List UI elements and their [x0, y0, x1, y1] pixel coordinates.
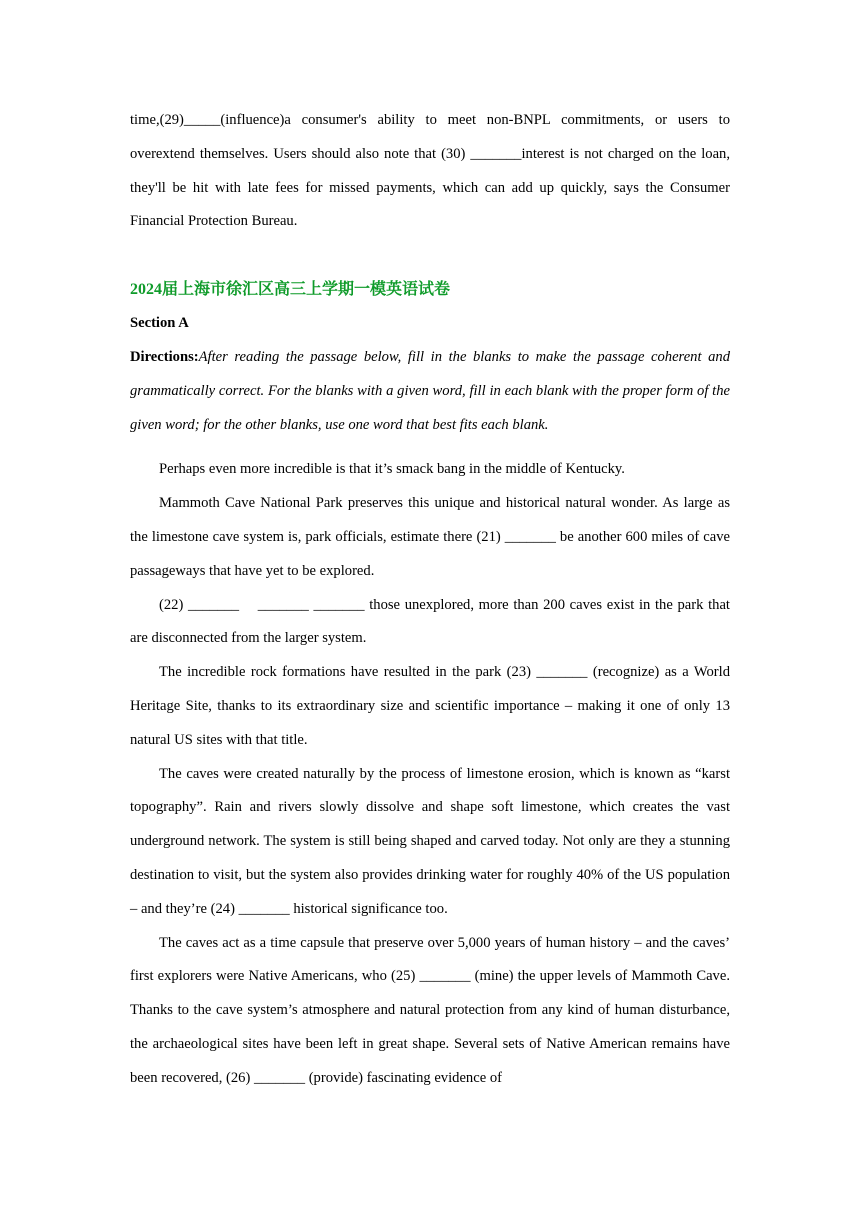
- passage-paragraph-4: The incredible rock formations have resulted in the park (23) _______ (recognize) as a World Heritage Site, thanks to its extraordinary size and scientific importance – making it one of only 13 natural US sites with that title.: [130, 664, 730, 748]
- document-page: [130, 104, 734, 1096]
- directions-paragraph: [130, 341, 730, 442]
- passage-paragraph-5: The caves were created naturally by the process of limestone erosion, which is known as “karst topography”. Rain and rivers slowly dissolve and shape soft limestone, which creates the vast underground network. The system is still being shaped and carved today. Not only are they a stunning destination to visit, but the system also provides drinking water for roughly 40% of the US population – and they’re (24) _______ historical significance too.: [130, 765, 730, 917]
- section-heading: Section A: [130, 315, 189, 332]
- passage-paragraph-6: The caves act as a time capsule that preserve over 5,000 years of human history – and the caves’ first explorers were Native Americans, who (25) _______ (mine) the upper levels of Mammoth Cave. Thanks to the cave system’s atmosphere and natural protection from any kind of human disturbance, the archaeological sites have been left in great shape. Several sets of Native American remains have been recovered, (26) _______ (provide) fascinating evidence of: [130, 934, 730, 1086]
- passage-paragraph-3: (22) _______ _______ _______ those unexplored, more than 200 caves exist in the park that are disconnected from the larger system.: [130, 596, 734, 647]
- passage-paragraph-1: Perhaps even more incredible is that it’s smack bang in the middle of Kentucky.: [159, 461, 625, 478]
- directions-label: Directions:: [130, 348, 199, 365]
- directions-text: After reading the passage below, fill in the blanks to make the passage coherent and grammatically correct. For the blanks with a given word, fill in each blank with the proper form of the given word; for the other blanks, use one word that best fits each blank.: [130, 348, 730, 433]
- top-passage-paragraph: time,(29)_____(influence)a consumer's ability to meet non-BNPL commitments, or users to overextend themselves. Users should also note that (30) _______interest is not charged on the loan, they'll be hit with late fees for missed payments, which can add up quickly, says the Consumer Financial Protection Bureau.: [130, 112, 730, 230]
- passage-paragraph-2: Mammoth Cave National Park preserves this unique and historical natural wonder. As large as the limestone cave system is, park officials, estimate there (21) _______ be another 600 miles of cave passageways that have yet to be explored.: [130, 495, 730, 579]
- exam-title: 2024届上海市徐汇区高三上学期一模英语试卷: [130, 281, 451, 299]
